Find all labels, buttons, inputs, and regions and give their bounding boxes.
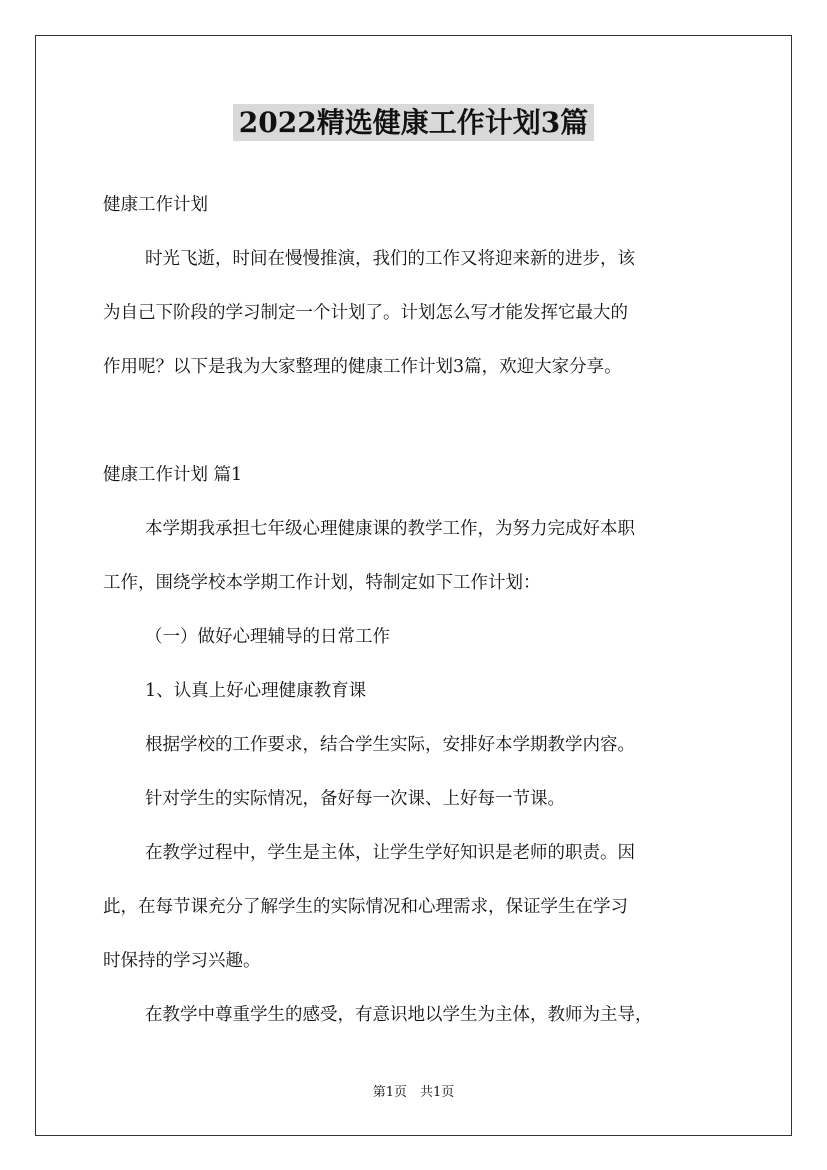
para-line-1: 在教学过程中，学生是主体，让学生学好知识是老师的职责。因 bbox=[145, 843, 635, 863]
section-line-2: 工作，围绕学校本学期工作计划，特制定如下工作计划： bbox=[103, 573, 541, 593]
intro-line-2: 为自己下阶段的学习制定一个计划了。计划怎么写才能发挥它最大的 bbox=[103, 303, 628, 323]
intro-heading: 健康工作计划 bbox=[103, 195, 208, 215]
document-title bbox=[0, 101, 827, 145]
item-heading: 1、认真上好心理健康教育课 bbox=[145, 681, 367, 701]
document-body bbox=[103, 178, 729, 1042]
para-line-2: 此，在每节课充分了解学生的实际情况和心理需求，保证学生在学习 bbox=[103, 897, 628, 917]
intro-line-3: 作用呢？以下是我为大家整理的健康工作计划3篇，欢迎大家分享。 bbox=[103, 357, 622, 377]
page-footer: 第1页 共1页 bbox=[372, 1085, 455, 1100]
item-line-1: 根据学校的工作要求，结合学生实际，安排好本学期教学内容。 bbox=[145, 735, 635, 755]
document-title-text: 2022精选健康工作计划3篇 bbox=[233, 104, 594, 141]
item-line-2: 针对学生的实际情况，备好每一次课、上好每一节课。 bbox=[145, 789, 565, 809]
paragraph-gap bbox=[103, 394, 729, 448]
last-line: 在教学中尊重学生的感受，有意识地以学生为主体，教师为主导， bbox=[145, 1005, 653, 1025]
para-line-3: 时保持的学习兴趣。 bbox=[103, 951, 261, 971]
section-heading: 健康工作计划 篇1 bbox=[103, 465, 243, 485]
subheading: （一）做好心理辅导的日常工作 bbox=[145, 627, 390, 647]
intro-line-1: 时光飞逝，时间在慢慢推演，我们的工作又将迎来新的进步，该 bbox=[145, 249, 635, 269]
section-line-1: 本学期我承担七年级心理健康课的教学工作，为努力完成好本职 bbox=[145, 519, 635, 539]
